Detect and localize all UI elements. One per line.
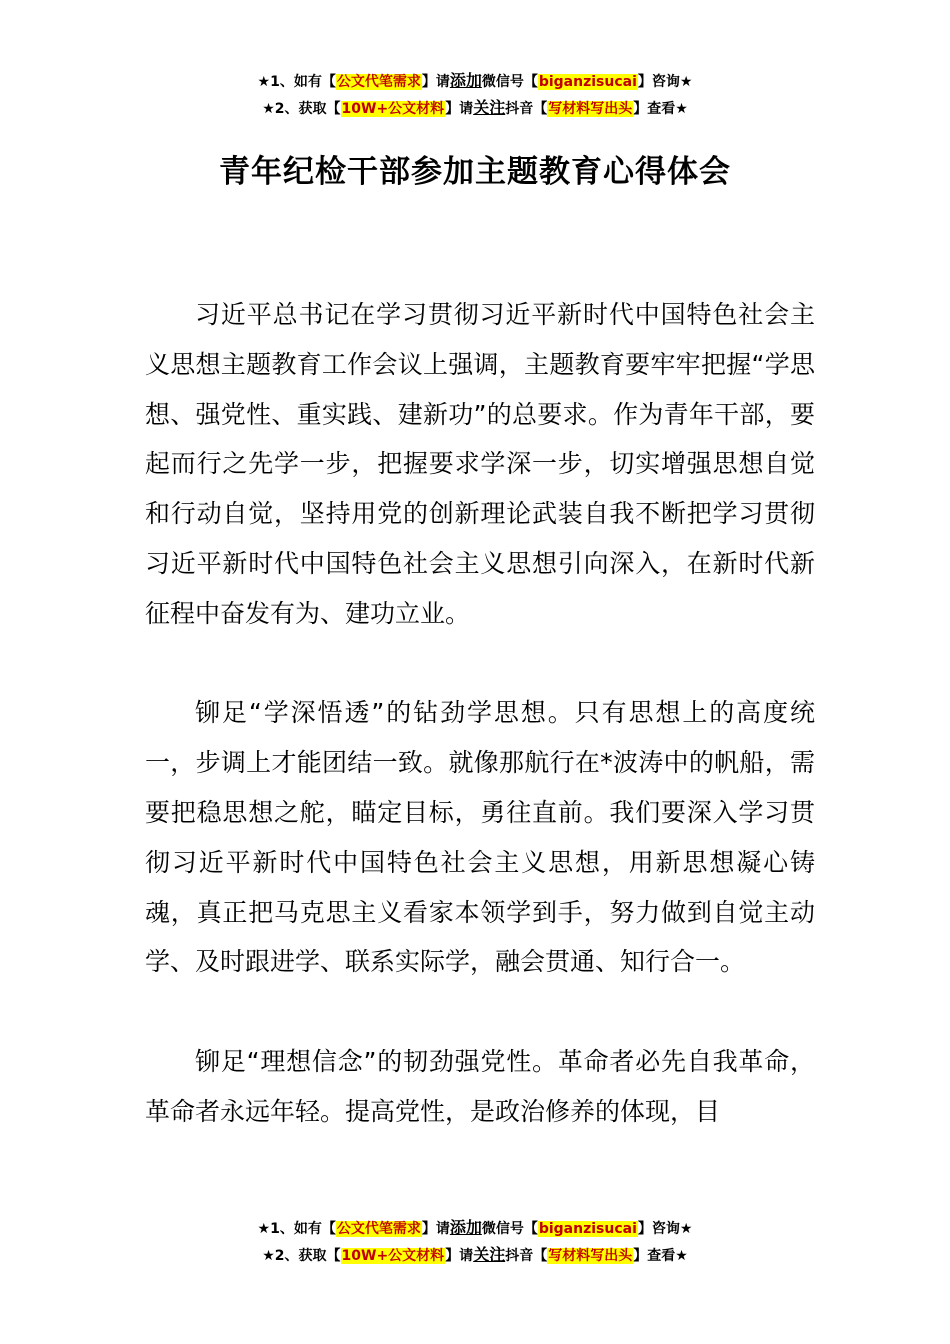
header-banner xyxy=(0,68,950,122)
footer-banner xyxy=(0,1215,950,1269)
document-title: 青年纪检干部参加主题教育心得体会 xyxy=(219,154,731,190)
footer-line-2: ★2、获取【10W+公文材料】请关注抖音【写材料写出头】查看★ xyxy=(262,1245,688,1264)
header-line-1: ★1、如有【公文代笔需求】请添加微信号【biganzisucai】咨询★ xyxy=(257,71,693,90)
highlight-douyin: 写材料写出头 xyxy=(548,1248,633,1264)
document-body xyxy=(145,290,815,1186)
paragraph-2: 铆足“学深悟透”的钻劲学思想。只有思想上的高度统一，步调上才能团结一致。就像那航行在*波涛中的帆船，需要把稳思想之舵，瞄定目标，勇往直前。我们要深入学习贯彻习近平新时代中国特色社会主义思想，用新思想凝心铸魂，真正把马克思主义看家本领学到手，努力做到自觉主动学、及时跟进学、联系实际学，融会贯通、知行合一。 xyxy=(145,698,815,977)
highlight-service: 公文代笔需求 xyxy=(336,1221,421,1237)
highlight-douyin: 写材料写出头 xyxy=(548,101,633,117)
footer-line-1: ★1、如有【公文代笔需求】请添加微信号【biganzisucai】咨询★ xyxy=(257,1218,693,1237)
header-line-2: ★2、获取【10W+公文材料】请关注抖音【写材料写出头】查看★ xyxy=(262,98,688,117)
highlight-materials: 10W+公文材料 xyxy=(341,101,445,117)
highlight-materials: 10W+公文材料 xyxy=(341,1248,445,1264)
highlight-wechat-id: biganzisucai xyxy=(538,74,637,90)
paragraph-3: 铆足“理想信念”的韧劲强党性。革命者必先自我革命，革命者永远年轻。提高党性，是政治修养的体现，目 xyxy=(145,1046,815,1126)
highlight-service: 公文代笔需求 xyxy=(336,74,421,90)
paragraph-1: 习近平总书记在学习贯彻习近平新时代中国特色社会主义思想主题教育工作会议上强调，主题教育要牢牢把握“学思想、强党性、重实践、建新功”的总要求。作为青年干部，要起而行之先学一步，把握要求学深一步，切实增强思想自觉和行动自觉，坚持用党的创新理论武装自我不断把学习贯彻习近平新时代中国特色社会主义思想引向深入，在新时代新征程中奋发有为、建功立业。 xyxy=(145,300,815,628)
highlight-wechat-id: biganzisucai xyxy=(538,1221,637,1237)
